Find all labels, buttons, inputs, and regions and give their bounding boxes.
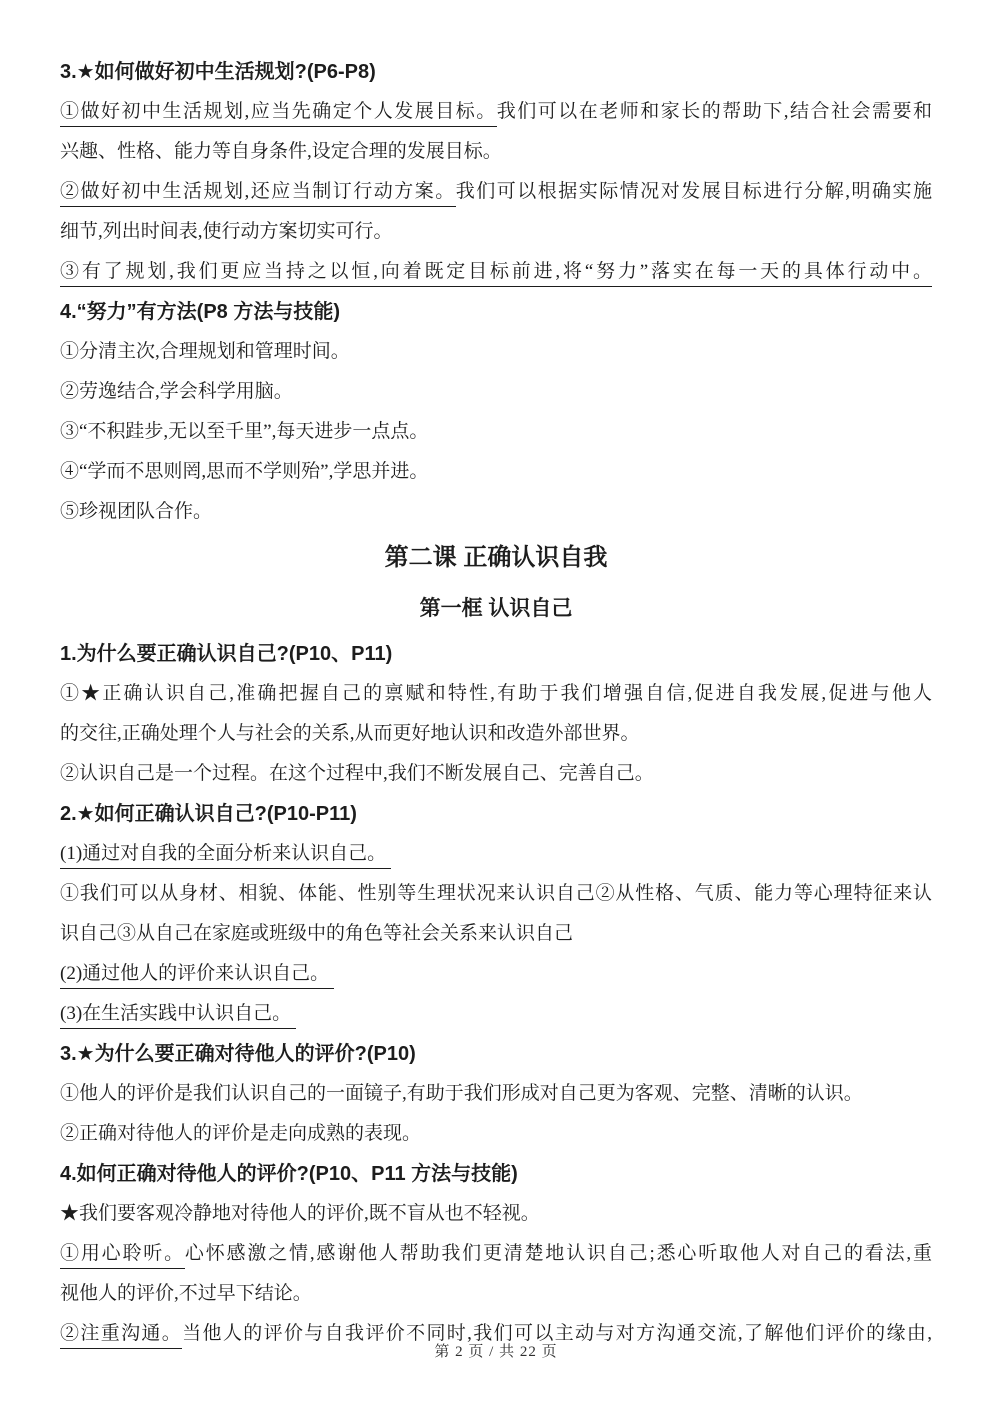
doc-text-line: [60, 1074, 932, 1114]
text-run: 兴趣、性格、能力等自身条件,设定合理的发展目标。: [60, 141, 502, 162]
doc-text-line: [60, 452, 932, 492]
doc-heading-line: [60, 1154, 932, 1194]
text-run: ②劳逸结合,学会科学用脑。: [60, 381, 293, 402]
doc-text-line: [60, 332, 932, 372]
doc-heading-line: [60, 532, 932, 584]
doc-text-line: [60, 252, 932, 292]
doc-text-line: [60, 92, 932, 132]
doc-heading-line: [60, 52, 932, 92]
text-run: 3.★为什么要正确对待他人的评价?(P10): [60, 1043, 416, 1065]
text-run: ①分清主次,合理规划和管理时间。: [60, 341, 350, 362]
underlined-text-run: (3)在生活实践中认识自己。: [60, 1003, 296, 1029]
text-run: 4.如何正确对待他人的评价?(P10、P11 方法与技能): [60, 1163, 518, 1185]
doc-text-line: [60, 714, 932, 754]
doc-text-line: [60, 372, 932, 412]
doc-heading-line: [60, 292, 932, 332]
underlined-text-run: ②做好初中生活规划,还应当制订行动方案。: [60, 181, 456, 207]
doc-text-line: [60, 874, 932, 914]
doc-heading-line: [60, 1034, 932, 1074]
text-run: 识自己③从自己在家庭或班级中的角色等社会关系来认识自己: [60, 923, 574, 944]
doc-text-line: [60, 1234, 932, 1274]
doc-heading-line: [60, 634, 932, 674]
doc-text-line: [60, 994, 932, 1034]
underlined-text-run: ①做好初中生活规划,应当先确定个人发展目标。: [60, 101, 497, 127]
text-run: ①★正确认识自己,准确把握自己的禀赋和特性,有助于我们增强自信,促进自我发展,促进与他人: [60, 683, 932, 704]
underlined-text-run: (2)通过他人的评价来认识自己。: [60, 963, 334, 989]
page-number-footer: 第 2 页 / 共 22 页: [434, 1344, 558, 1360]
doc-text-line: [60, 1194, 932, 1234]
doc-text-line: [60, 132, 932, 172]
text-run: 我们可以在老师和家长的帮助下,结合社会需要和: [496, 101, 932, 122]
text-run: 4.“努力”有方法(P8 方法与技能): [60, 301, 341, 323]
text-run: ②认识自己是一个过程。在这个过程中,我们不断发展自己、完善自己。: [60, 763, 654, 784]
underlined-text-run: (1)通过对自我的全面分析来认识自己。: [60, 843, 391, 869]
text-run: ③“不积跬步,无以至千里”,每天进步一点点。: [60, 421, 429, 442]
doc-heading-line: [60, 794, 932, 834]
text-run: ②正确对待他人的评价是走向成熟的表现。: [60, 1123, 422, 1144]
text-run: ★我们要客观冷静地对待他人的评价,既不盲从也不轻视。: [60, 1203, 540, 1224]
text-run: 的交往,正确处理个人与社会的关系,从而更好地认识和改造外部世界。: [60, 723, 640, 744]
text-run: ⑤珍视团队合作。: [60, 501, 213, 522]
text-run: ①他人的评价是我们认识自己的一面镜子,有助于我们形成对自己更为客观、完整、清晰的认识。: [60, 1083, 863, 1104]
doc-text-line: [60, 754, 932, 794]
doc-heading-line: [60, 584, 932, 634]
doc-text-line: [60, 212, 932, 252]
text-run: 第二课 正确认识自我: [384, 544, 608, 571]
text-run: 2.★如何正确认识自己?(P10-P11): [60, 803, 357, 825]
doc-text-line: [60, 172, 932, 212]
text-run: 当他人的评价与自我评价不同时,我们可以主动与对方沟通交流,了解他们评价的缘由,: [182, 1323, 932, 1344]
underlined-text-run: ③有了规划,我们更应当持之以恒,向着既定目标前进,将“努力”落实在每一天的具体行动中。: [60, 261, 932, 287]
text-run: 3.★如何做好初中生活规划?(P6-P8): [60, 61, 376, 83]
doc-text-line: [60, 834, 932, 874]
text-run: 心怀感激之情,感谢他人帮助我们更清楚地认识自己;悉心听取他人对自己的看法,重: [184, 1243, 932, 1264]
doc-text-line: [60, 954, 932, 994]
text-run: 视他人的评价,不过早下结论。: [60, 1283, 312, 1304]
doc-text-line: [60, 1114, 932, 1154]
text-run: 细节,列出时间表,使行动方案切实可行。: [60, 221, 393, 242]
underlined-text-run: ①用心聆听。: [60, 1243, 185, 1269]
doc-text-line: [60, 412, 932, 452]
doc-text-line: [60, 492, 932, 532]
doc-text-line: [60, 674, 932, 714]
text-run: 第一框 认识自己: [419, 597, 573, 620]
text-run: 我们可以根据实际情况对发展目标进行分解,明确实施: [455, 181, 932, 202]
document-content: [60, 52, 932, 1354]
doc-text-line: [60, 914, 932, 954]
doc-text-line: [60, 1274, 932, 1314]
text-run: 1.为什么要正确认识自己?(P10、P11): [60, 643, 393, 665]
underlined-text-run: ②注重沟通。: [60, 1323, 182, 1349]
text-run: ④“学而不思则罔,思而不学则殆”,学思并进。: [60, 461, 429, 482]
text-run: ①我们可以从身材、相貌、体能、性别等生理状况来认识自己②从性格、气质、能力等心理特征来认: [60, 883, 932, 904]
